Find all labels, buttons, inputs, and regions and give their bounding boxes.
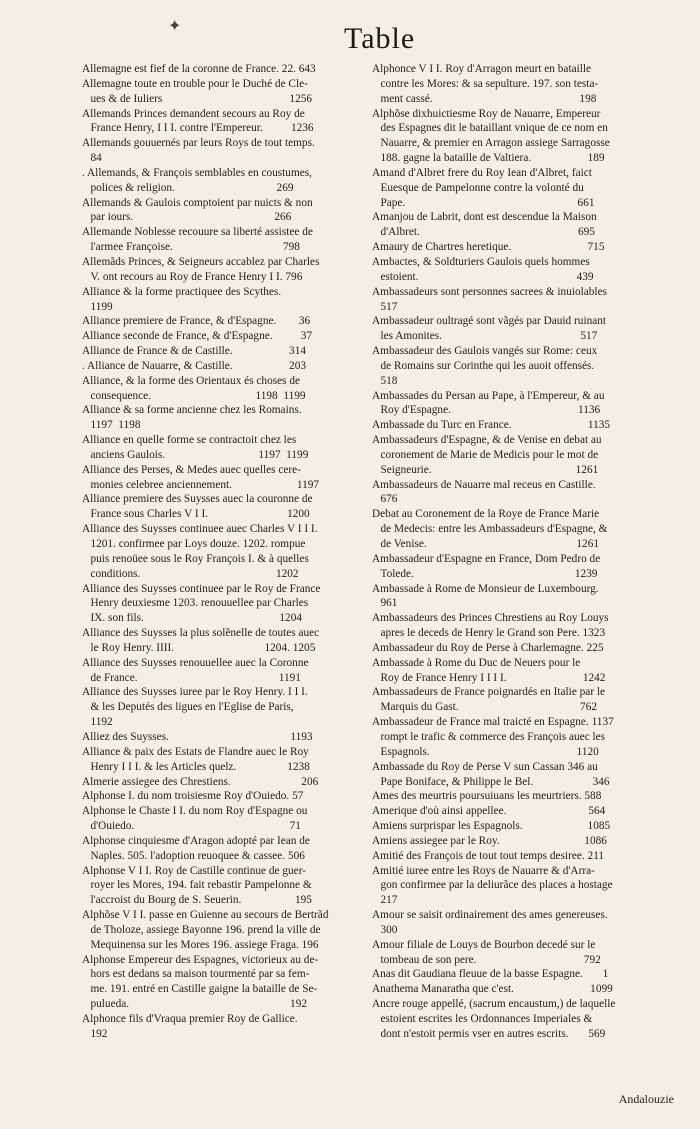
index-entry-line: par iours. 266 [82, 211, 292, 224]
index-entry-line: Amerique d'où ainsi appellee. 564 [372, 805, 606, 818]
index-entry-line: Alliance & la forme practiquee des Scythes. [82, 285, 282, 298]
index-entry-line: coronement de Marie de Medicis pour le mot de [372, 448, 599, 461]
index-entry-line: Ambassadeur d'Espagne en France, Dom Pedro de [372, 552, 601, 565]
index-entry-line: 84 [82, 152, 102, 165]
index-entry-line: . Alliance de Nauarre, & Castille. 203 [82, 359, 307, 372]
index-entry-line: Anas dit Gaudiana fleuue de la basse Espagne. 1 [372, 968, 609, 981]
index-entry-line: Allemands gouuernés par leurs Roys de tout temps. [82, 137, 315, 150]
index-entry-line: 676 [372, 493, 398, 506]
index-entry-line: Amaury de Chartres heretique. 715 [372, 241, 605, 254]
index-entry-line: l'accroist du Bourg de S. Seuerin. 195 [82, 894, 312, 907]
index-entry-line: Amiens surprispar les Espagnols. 1085 [372, 820, 611, 833]
index-entry-line: Amand d'Albret frere du Roy Iean d'Albret, faict [372, 166, 592, 179]
index-entry-line: estoient. 439 [372, 270, 594, 283]
index-entry-line: Alphonse I. du nom troisiesme Roy d'Ouiedo. 57 [82, 790, 304, 803]
index-entry-line: polices & religion. 269 [82, 181, 294, 194]
index-entry-line: Alliance & sa forme ancienne chez les Romains. [82, 404, 302, 417]
index-entry-line: 300 [372, 923, 398, 936]
index-entry-line: d'Albret. 695 [372, 226, 595, 239]
index-entry-line: Alphonce V I I. Roy d'Arragon meurt en bataille [372, 63, 592, 75]
index-entry-line: Anathema Manaratha que c'est. 1099 [372, 983, 613, 996]
index-entry-line: dont n'estoit permis vser en autres escrits. 569 [372, 1027, 606, 1040]
index-entry-line: Almerie assiegee des Chrestiens. 206 [82, 775, 319, 788]
index-entry-line: d'Ouiedo. 71 [82, 820, 301, 833]
index-entry-line: Ambassade du Roy de Perse V sun Cassan 346 au [372, 760, 598, 773]
index-entry-line: France Henry, I I I. contre l'Empereur. 1236 [82, 122, 314, 135]
index-entry-line: Amanjou de Labrit, dont est descendue la Maison [372, 211, 597, 224]
index-entry-line: des Espagnes dit le bataillant vnique de ce nom en [372, 122, 608, 135]
index-entry-line: 1197 1198 [82, 419, 141, 432]
index-entry-line: Alliance premiere de France, & d'Espagne. 36 [82, 315, 311, 328]
index-entry-line: hors est dedans sa maison tourmenté par sa fem- [82, 968, 310, 981]
index-entry-line: Allemãds Princes, & Seigneurs accablez par Charles [82, 255, 320, 268]
index-entry-line: Henry I I I. & les Articles quelz. 1238 [82, 760, 310, 773]
index-entry-line: Nauarre, & premier en Arragon assiege Sarragosse [372, 137, 610, 150]
index-entry-line: tombeau de son pere. 792 [372, 953, 601, 966]
index-entry-line: 517 [372, 300, 398, 313]
index-entry-line: Mequinensa sur les Mores 196. assiege Fraga. 196 [82, 938, 319, 951]
index-entry-line: Alliance des Suysses iuree par le Roy Henry. I I I. [82, 686, 308, 699]
index-entry-line: de Medecis: entre les Ambassadeurs d'Espagne, & [372, 523, 608, 536]
index-entry-line: 961 [372, 597, 398, 610]
index-entry-line: Allemands Princes demandent secours au Roy de [82, 107, 305, 120]
index-entry-line: Alphonse V I I. Roy de Castille continue de guer- [82, 864, 306, 877]
index-entry-line: Ambassadeurs de France poignardés en Italie par le [372, 686, 606, 699]
index-entry-line: Alliance des Perses, & Medes auec quelles cere- [82, 463, 301, 476]
index-entry-line: Seigneurie. 1261 [372, 463, 599, 476]
index-entry-line: IX. son fils. 1204 [82, 612, 302, 625]
index-entry-line: de France. 1191 [82, 671, 301, 684]
index-entry-line: Ambassadeur de France mal traicté en Espagne. 1137 [372, 716, 614, 729]
index-entry-line: Alphonse Empereur des Espagnes, victorieux au de- [82, 953, 319, 966]
index-entry-line: Alliance & paix des Estats de Flandre auec le Roy [82, 745, 309, 758]
index-entry-line: Naples. 505. l'adoption reuoquee & cassee. 506 [82, 849, 305, 862]
index-entry-line: pulueda. 192 [82, 998, 307, 1011]
index-entry-line: Marquis du Gast. 762 [372, 701, 598, 714]
index-entry-line: l'armee Françoise. 798 [82, 241, 300, 254]
index-entry-line: de Venise. 1261 [372, 538, 599, 550]
index-entry-line: Alliance, & la forme des Orientaux és choses de [82, 374, 301, 387]
index-entry-line: anciens Gaulois. 1197 1199 [82, 448, 309, 461]
index-entry-line: Ambassadeurs sont personnes sacrees & inuiolables [372, 285, 607, 298]
index-entry-line: les Amonites. 517 [372, 330, 598, 343]
index-entry-line: Debat au Coronement de la Roye de France Marie [372, 508, 600, 521]
index-entry-line: conditions. 1202 [82, 567, 299, 580]
index-entry-line: Alphõse V I I. passe en Guienne au secours de Bertrãd [82, 909, 329, 922]
index-entry-line: Henry deuxiesme 1203. renouuellee par Charles [82, 597, 309, 610]
index-entry-line: Alliance en quelle forme se contractoit chez les [82, 434, 297, 447]
index-entry-line: 217 [372, 894, 398, 907]
index-entry-line: Tolede. 1239 [372, 567, 598, 580]
ornament-mark: ✦ [168, 18, 182, 35]
index-entry-line: Pape. 661 [372, 196, 595, 209]
index-entry-line: Amiens assiegee par le Roy. 1086 [372, 834, 607, 847]
index-entry-line: puis renoüee sous le Roy François I. & à quelles [82, 552, 309, 565]
index-entry-line: Ambassadeur du Roy de Perse à Charlemagne. 225 [372, 641, 604, 654]
index-entry-line: Ancre rouge appellé, (sacrum encaustum,) de laquelle [372, 998, 616, 1011]
index-entry-line: ment cassé. 198 [372, 92, 597, 105]
index-entry-line: Roy de France Henry I I I I. 1242 [372, 671, 606, 684]
index-entry-line: . Allemands, & François semblables en coustumes, [82, 166, 312, 179]
index-entry-line: Alphonse le Chaste I I. du nom Roy d'Espagne ou [82, 805, 308, 818]
index-entry-line: 1201. confirmee par Loys douze. 1202. rompue [82, 538, 306, 550]
index-entry-line: Ambassade du Turc en France. 1135 [372, 419, 611, 432]
index-entry-line: de Romains sur Corinthe qui les auoit offensés. [372, 359, 595, 372]
index-entry-line: consequence. 1198 1199 [82, 389, 306, 402]
index-entry-line: gon confirmee par la deliurãce des places a hostage [372, 879, 613, 892]
index-entry-line: ues & de Iuliers 1256 [82, 92, 313, 105]
index-entry-line: Roy d'Espagne. 1136 [372, 404, 601, 417]
index-entry-line: Ambassades du Persan au Pape, à l'Empereur, & au [372, 389, 605, 402]
index-entry-line: Amour se saisit ordinairement des ames genereuses. [372, 909, 608, 922]
index-entry-line: me. 191. entré en Castille gaigne la bataille de Se- [82, 983, 318, 996]
index-entry-line: Alliez des Suysses. 1193 [82, 730, 313, 743]
index-entry-line: Ambassade à Rome du Duc de Neuers pour le [372, 656, 581, 669]
index-entry-line: monies celebree anciennement. 1197 [82, 478, 320, 491]
index-entry-line: Ambassadeurs de Nauarre mal receus en Castille. [372, 478, 596, 491]
catchword: Andalouzie [618, 1092, 674, 1106]
index-entry-line: Ambactes, & Soldturiers Gaulois quels hommes [372, 255, 590, 268]
index-entry-line: 1192 [82, 716, 113, 729]
index-entry-line: le Roy Henry. IIII. 1204. 1205 [82, 641, 316, 654]
index-entry-line: Amour filiale de Louys de Bourbon decedé sur le [372, 938, 596, 951]
index-entry-line: Ambassadeurs d'Espagne, & de Venise en debat au [372, 434, 602, 447]
index-entry-line: Alliance des Suysses continuee auec Charles V I I I. [82, 523, 318, 536]
index-entry-line: Alliance de France & de Castille. 314 [82, 345, 307, 358]
index-entry-line: contre les Mores: & sa sepulture. 197. son testa- [372, 77, 599, 90]
index-column-left [82, 62, 362, 1042]
index-entry-line: rompt le trafic & commerce des François auec les [372, 730, 606, 743]
index-entry-line: Alphõse dixhuictiesme Roy de Nauarre, Empereur [372, 107, 601, 120]
index-entry-line: Ambassadeurs des Princes Chrestiens au Roy Louys [372, 612, 609, 625]
index-entry-line: apres le deceds de Henry le Grand son Pere. 1323 [372, 627, 606, 640]
index-entry-line: royer les Mores, 194. fait rebastir Pampelonne & [82, 879, 312, 892]
index-entry-line: Alliance des Suysses continuee par le Roy de France [82, 582, 321, 595]
index-entry-line: de Tholoze, assiege Bayonne 196. prend la ville de [82, 923, 321, 936]
index-entry-line: 192 [82, 1027, 108, 1040]
index-entry-line: Ambassade à Rome de Monsieur de Luxembourg. [372, 582, 599, 595]
index-entry-line: Allemagne est fief de la coronne de France. 22. 643 [82, 63, 316, 75]
index-entry-line: & les Deputés des ligues en l'Eglise de Paris, [82, 701, 294, 714]
index-entry-line: France sous Charles V I I. 1200 [82, 508, 310, 521]
index-entry-line: Espagnols. 1120 [372, 745, 599, 758]
index-entry-line: Alliance des Suysses la plus solẽnelle de toutes auec [82, 627, 320, 640]
index-entry-line: Allemands & Gaulois comptoient par nuicts & non [82, 196, 313, 209]
index-entry-line: Alphonse cinquiesme d'Aragon adopté par Iean de [82, 834, 310, 847]
index-entry-line: Ames des meurtris poursuiuans les meurtriers. 588 [372, 790, 602, 803]
index-entry-line: Euesque de Pampelonne contre la volonté du [372, 181, 584, 194]
index-entry-line: Allemagne toute en trouble pour le Duché de Cle- [82, 77, 308, 90]
index-entry-line: Alphonce fils d'Vraqua premier Roy de Gallice. [82, 1013, 298, 1025]
index-entry-line: 1199 [82, 300, 113, 313]
index-entry-line: 518 [372, 374, 398, 387]
index-entry-line: estoient escrites les Ordonnances Imperiales & [372, 1013, 593, 1025]
index-entry-line: Alliance premiere des Suysses auec la couronne de [82, 493, 313, 506]
index-entry-line: Alliance des Suysses renouuellee auec la Coronne [82, 656, 309, 669]
index-entry-line: Amitié des François de tout tout temps desiree. 211 [372, 849, 605, 862]
index-entry-line: Ambassadeur oultragé sont vãgés par Dauid ruinant [372, 315, 607, 328]
index-entry-line: Alliance seconde de France, & d'Espagne. 37 [82, 330, 313, 343]
index-entry-line: Ambassadeur des Gaulois vangés sur Rome: ceux [372, 345, 598, 358]
index-entry-line: Pape Boniface, & Philippe le Bel. 346 [372, 775, 610, 788]
index-entry-line: Amitié iuree entre les Roys de Nauarre & d'Arra- [372, 864, 595, 877]
index-entry-line: Allemande Noblesse recouure sa liberté assistee de [82, 226, 313, 239]
page-title: Table [344, 22, 416, 55]
index-entry-line: V. ont recours au Roy de France Henry I I. 796 [82, 270, 303, 283]
index-column-right [372, 62, 682, 1042]
index-entry-line: 188. gagne la bataille de Valtiera. 189 [372, 152, 605, 165]
